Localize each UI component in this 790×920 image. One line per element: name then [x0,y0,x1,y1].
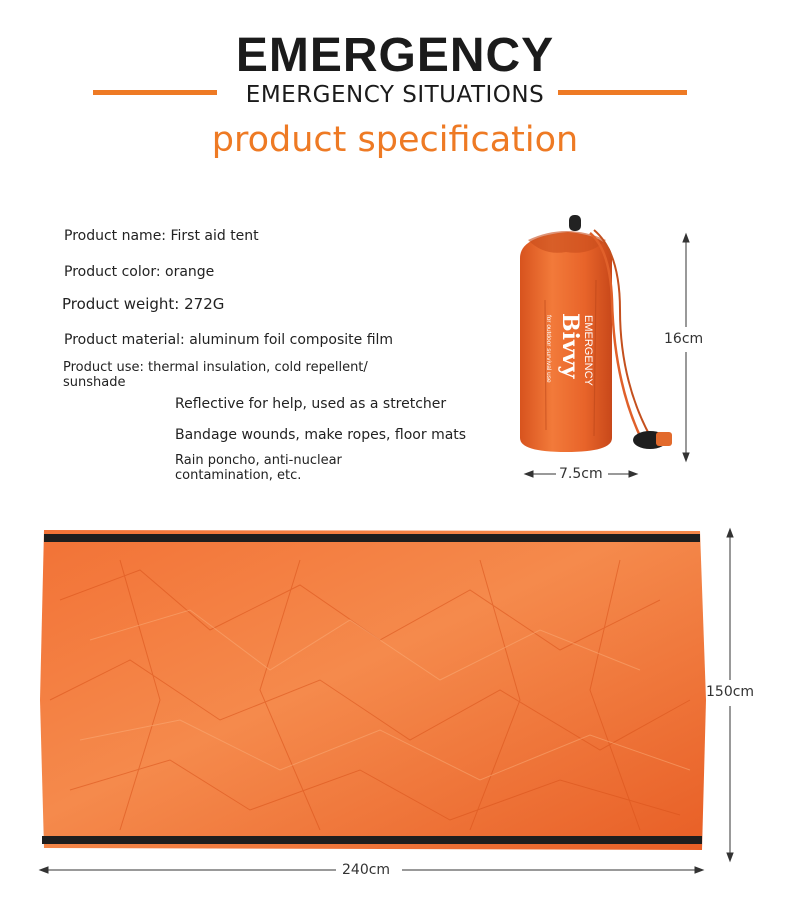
blanket-height-label: 150cm [706,684,755,700]
bag-height-label: 16cm [664,331,704,347]
bag-label [545,313,594,387]
bag-label-top: EMERGENCY [582,315,594,386]
spec-use-bandage: Bandage wounds, make ropes, floor mats [175,427,467,443]
spec-name: Product name: First aid tent [64,228,259,244]
cord-lock-icon [569,215,581,231]
spec-use-poncho-line2: contamination, etc. [175,468,302,483]
subtitle: EMERGENCY SITUATIONS [245,82,545,108]
spec-use-line1: Product use: thermal insulation, cold repellent/ [63,360,368,375]
bag-label-small: for outdoor survival use [545,315,552,383]
blanket-width-label: 240cm [342,862,391,878]
spec-use-reflective: Reflective for help, used as a stretcher [175,396,447,412]
spec-weight: Product weight: 272G [62,295,225,313]
emergency-blanket [40,530,706,850]
stuff-sack [520,215,672,452]
spec-use-poncho-line1: Rain poncho, anti-nuclear [175,453,342,468]
spec-heading: product specification [211,120,579,160]
spec-use-line2: sunshade [63,375,126,390]
bag-label-main: Bivvy [557,313,583,379]
spec-material: Product material: aluminum foil composite film [64,332,394,348]
page-title: EMERGENCY [235,29,555,82]
bag-height-arrow [683,234,689,461]
top-stripe [44,534,700,542]
spec-color: Product color: orange [64,264,215,280]
bag-width-label: 7.5cm [559,466,603,482]
bottom-stripe [42,836,702,844]
